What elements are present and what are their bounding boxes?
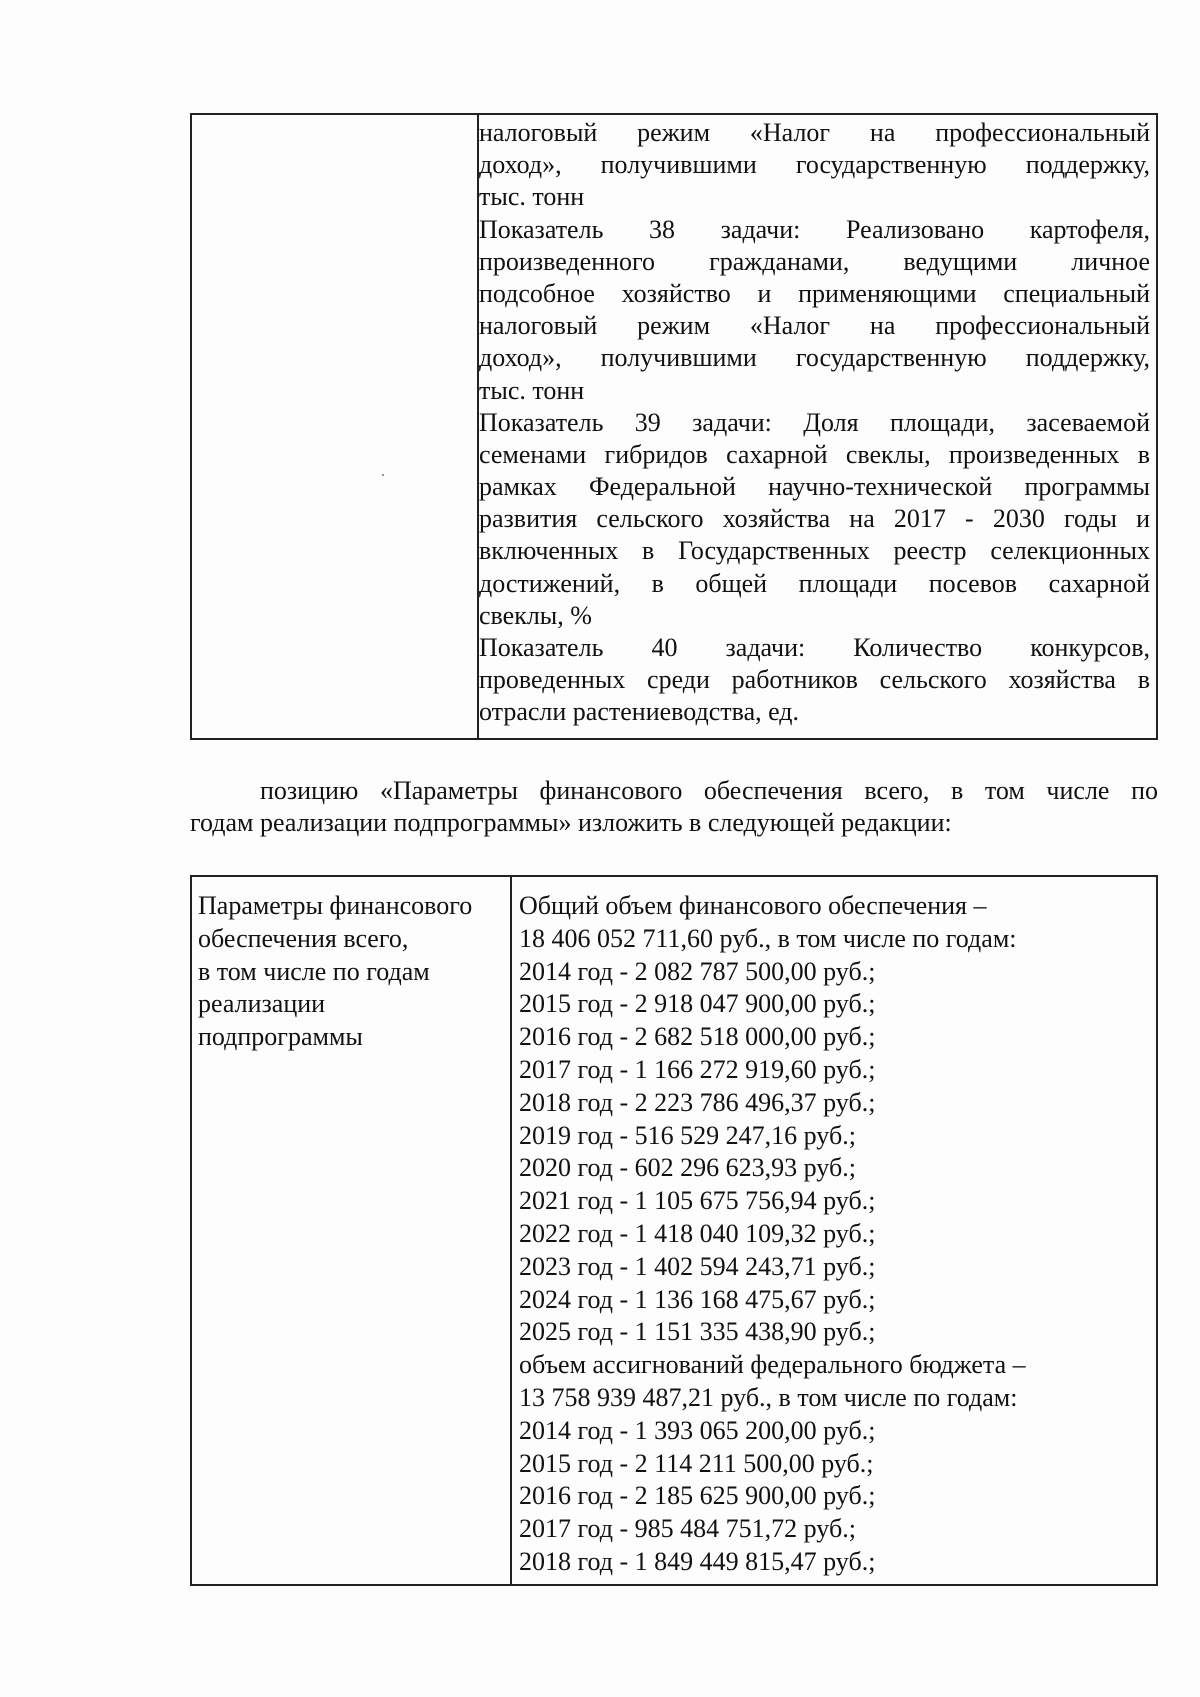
financing-year-line: 2024 год - 1 136 168 475,67 руб.;: [519, 1284, 876, 1314]
indicator-text-line: включенных в Государственных реестр селекционных: [479, 536, 1150, 566]
financing-line: 18 406 052 711,60 руб., в том числе по годам:: [519, 923, 1017, 953]
federal-year-line: 2014 год - 1 393 065 200,00 руб.;: [519, 1415, 876, 1445]
indicators-table-left-cell: [192, 115, 477, 738]
indicator-text-line: Показатель 39 задачи: Доля площади, засеваемой: [479, 407, 1150, 437]
federal-year-line: 2015 год - 2 114 211 500,00 руб.;: [519, 1448, 874, 1478]
parameter-label-line: реализации: [198, 989, 326, 1019]
parameter-label-line: в том числе по годам: [198, 956, 430, 986]
financing-year-line: 2018 год - 2 223 786 496,37 руб.;: [519, 1087, 876, 1117]
paragraph-line: годам реализации подпрограммы» изложить в следующей редакции:: [190, 808, 952, 837]
indicator-text-line: отрасли растениеводства, ед.: [479, 697, 800, 727]
financing-year-line: 2022 год - 1 418 040 109,32 руб.;: [519, 1218, 876, 1248]
financing-table: [190, 875, 1158, 1586]
financing-year-line: 2023 год - 1 402 594 243,71 руб.;: [519, 1251, 876, 1281]
indicator-text-line: достижений, в общей площади посевов сахарной: [479, 568, 1150, 598]
indicator-text-line: налоговый режим «Налог на профессиональный: [479, 118, 1150, 147]
parameter-label-line: обеспечения всего,: [198, 923, 409, 953]
federal-budget-line: объем ассигнований федерального бюджета –: [519, 1350, 1026, 1380]
financing-year-line: 2021 год - 1 105 675 756,94 руб.;: [519, 1186, 876, 1216]
financing-year-line: 2017 год - 1 166 272 919,60 руб.;: [519, 1054, 876, 1084]
financing-year-line: 2019 год - 516 529 247,16 руб.;: [519, 1120, 856, 1150]
indicators-table-right-cell: [479, 115, 1156, 729]
indicator-text-line: доход», получившими государственную поддержку,: [479, 150, 1150, 180]
indicator-text-line: налоговый режим «Налог на профессиональный: [479, 311, 1150, 341]
federal-year-line: 2016 год - 2 185 625 900,00 руб.;: [519, 1481, 876, 1511]
federal-year-line: 2018 год - 1 849 449 815,47 руб.;: [519, 1546, 876, 1576]
financing-year-line: 2014 год - 2 082 787 500,00 руб.;: [519, 956, 876, 986]
indicator-text-line: развития сельского хозяйства на 2017 - 2030 годы и: [479, 504, 1150, 534]
indicator-text-line: Показатель 38 задачи: Реализовано картофеля,: [479, 214, 1150, 244]
financing-table-left-cell: [198, 890, 504, 1054]
instruction-paragraph: [190, 775, 1158, 839]
financing-line: Общий объем финансового обеспечения –: [519, 891, 987, 920]
indicator-text-line: свеклы, %: [479, 600, 592, 630]
indicators-table: [190, 113, 1158, 740]
column-divider: [510, 877, 512, 1584]
scan-speck: [382, 474, 384, 476]
financing-year-line: 2015 год - 2 918 047 900,00 руб.;: [519, 989, 876, 1019]
parameter-label-line: Параметры финансового: [198, 891, 473, 920]
indicator-text-line: произведенного гражданами, ведущими личное: [479, 246, 1150, 276]
financing-year-line: 2016 год - 2 682 518 000,00 руб.;: [519, 1022, 876, 1052]
indicator-text-line: тыс. тонн: [479, 182, 585, 212]
indicator-text-line: тыс. тонн: [479, 375, 585, 405]
financing-year-line: 2025 год - 1 151 335 438,90 руб.;: [519, 1317, 876, 1347]
indicator-text-line: семенами гибридов сахарной свеклы, произведенных в: [479, 439, 1150, 469]
federal-year-line: 2017 год - 985 484 751,72 руб.;: [519, 1514, 856, 1544]
paragraph-line: позицию «Параметры финансового обеспечения всего, в том числе по: [260, 776, 1158, 805]
indicator-text-line: проведенных среди работников сельского хозяйства в: [479, 665, 1150, 695]
financing-year-line: 2020 год - 602 296 623,93 руб.;: [519, 1153, 856, 1183]
indicator-text-line: рамках Федеральной научно-технической программы: [479, 472, 1150, 502]
indicator-text-line: доход», получившими государственную поддержку,: [479, 343, 1150, 373]
indicator-text-line: Показатель 40 задачи: Количество конкурсов,: [479, 633, 1150, 662]
financing-table-right-cell: [519, 890, 1149, 1579]
indicator-text-line: подсобное хозяйство и применяющими специальный: [479, 278, 1150, 308]
parameter-label-line: подпрограммы: [198, 1022, 363, 1052]
federal-budget-line: 13 758 939 487,21 руб., в том числе по годам:: [519, 1382, 1018, 1412]
